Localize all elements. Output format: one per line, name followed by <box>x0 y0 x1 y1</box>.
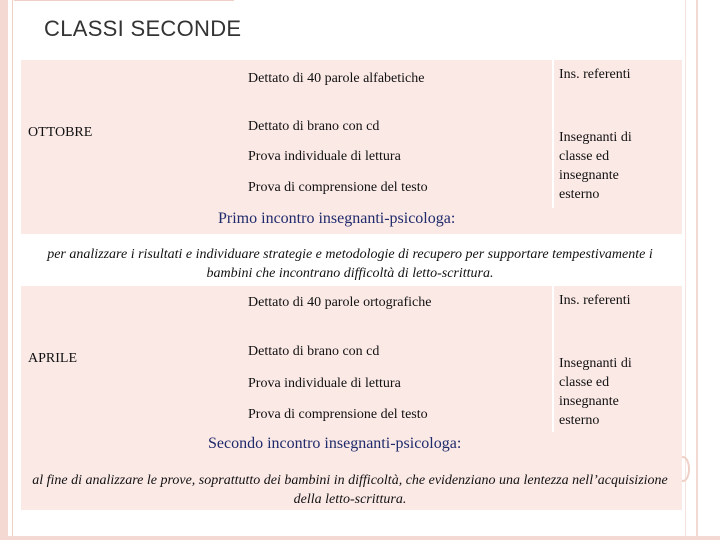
october-activity-1: Dettato di 40 parole alfabetiche <box>248 71 425 86</box>
april-activity-3: Prova individuale di lettura <box>248 376 401 391</box>
april-activity-1: Dettato di 40 parole ortografiche <box>248 295 432 310</box>
april-meeting-note: al fine di analizzare le prove, soprattutto dei bambini in difficoltà, che evidenziano una lentezza nell’acquisizione della letto-scrittura. <box>32 473 668 507</box>
frame-top-line <box>14 0 234 1</box>
april-activity-2: Dettato di brano con cd <box>248 344 380 359</box>
october-referents-label: Ins. referenti <box>559 67 631 82</box>
october-month-label: OTTOBRE <box>28 125 93 140</box>
frame-bottom-border <box>0 536 720 540</box>
october-referents-teachers: Insegnanti di classe ed insegnante esterno <box>559 130 632 202</box>
april-column-divider <box>552 286 554 432</box>
april-referents-label: Ins. referenti <box>559 293 631 308</box>
frame-left-line <box>12 0 13 540</box>
april-referents-teachers: Insegnanti di classe ed insegnante esterno <box>559 356 632 428</box>
april-month-label: APRILE <box>28 351 77 366</box>
october-column-divider <box>552 60 554 208</box>
october-meeting-title: Primo incontro insegnanti-psicologa: <box>218 210 456 227</box>
page-title: CLASSI SECONDE <box>44 16 242 41</box>
frame-right-border <box>696 0 698 540</box>
october-activity-4: Prova di comprensione del testo <box>248 180 428 195</box>
frame-left-border <box>0 0 8 540</box>
october-meeting-note: per analizzare i risultati e individuare strategie e metodologie di recupero per supportare tempestivamente i bambini che incontrano difficoltà di letto-scrittura. <box>47 247 653 281</box>
april-activity-4: Prova di comprensione del testo <box>248 407 428 422</box>
october-activity-2: Dettato di brano con cd <box>248 119 380 134</box>
october-activity-3: Prova individuale di lettura <box>248 149 401 164</box>
april-meeting-title: Secondo incontro insegnanti-psicologa: <box>208 435 462 452</box>
